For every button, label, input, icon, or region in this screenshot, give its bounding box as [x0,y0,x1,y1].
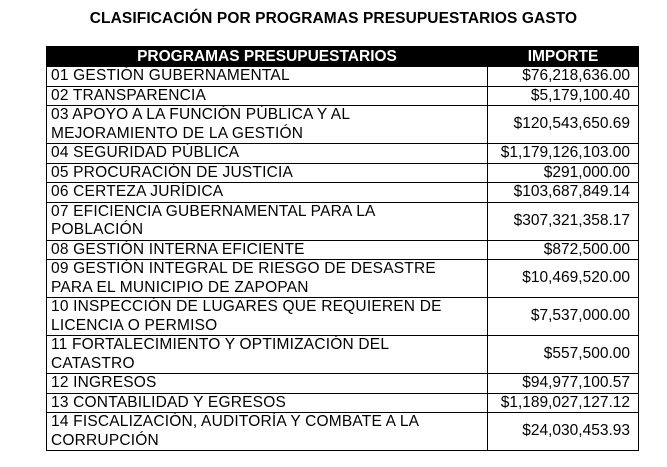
table-row [47,183,639,203]
table-row [47,336,639,374]
program-name-line: 12 INGRESOS [51,374,157,391]
amount-cell: $76,218,636.00 [488,67,639,87]
budget-table [46,46,639,451]
program-name-line: 08 GESTIÓN INTERNA EFICIENTE [51,240,305,258]
amount-cell: $24,030,453.93 [488,413,639,451]
program-name-line: 05 PROCURACIÓN DE JUSTICIA [51,163,294,181]
program-name-line: CORRUPCIÓN [51,431,159,449]
program-name-cell [47,336,488,374]
amount-cell: $1,189,027,127.12 [488,393,639,413]
program-name-line: 02 TRANSPARENCIA [51,86,207,104]
amount-cell: $103,687,849.14 [488,183,639,203]
program-name-line: CATASTRO [51,354,135,372]
amount-cell: $7,537,000.00 [488,298,639,336]
program-name-cell [47,413,488,451]
program-name-cell [47,163,488,183]
table-row [47,240,639,260]
program-name-line: 06 CERTEZA JURÍDICA [51,183,224,200]
table-row [47,67,639,87]
program-name-line: 07 EFICIENCIA GUBERNAMENTAL PARA LA [51,202,376,220]
program-name-line: 13 CONTABILIDAD Y EGRESOS [51,393,286,411]
program-name-cell [47,393,488,413]
program-name-line: 14 FISCALIZACIÓN, AUDITORÍA Y COMBATE A LA [51,413,420,430]
program-name-cell [47,240,488,260]
program-name-line: 04 SEGURIDAD PÚBLICA [51,144,240,161]
document-title: CLASIFICACIÓN POR PROGRAMAS PRESUPUESTARIOS GASTO [89,10,578,27]
amount-cell: $307,321,358.17 [488,202,639,240]
program-name-cell [47,183,488,203]
program-name-cell [47,67,488,87]
amount-cell: $291,000.00 [488,163,639,183]
column-header-amount: IMPORTE [488,47,639,67]
amount-cell: $1,179,126,103.00 [488,144,639,164]
table-row [47,298,639,336]
program-name-cell [47,298,488,336]
program-name-cell [47,106,488,144]
program-name-line: 11 FORTALECIMIENTO Y OPTIMIZACIÓN DEL [51,336,390,353]
table-row [47,413,639,451]
table-row [47,163,639,183]
program-name-line: 01 GESTIÓN GUBERNAMENTAL [51,67,290,84]
table-row [47,202,639,240]
table-row [47,86,639,106]
program-name-cell [47,86,488,106]
column-header-programs: PROGRAMAS PRESUPUESTARIOS [47,47,488,67]
table-header [47,47,639,67]
amount-cell: $120,543,650.69 [488,106,639,144]
program-name-line: PARA EL MUNICIPIO DE ZAPOPAN [51,278,309,296]
program-name-cell [47,260,488,298]
table-row [47,374,639,394]
program-name-line: LICENCIA O PERMISO [51,316,218,334]
table-row [47,106,639,144]
program-name-line: 03 APOYO A LA FUNCIÓN PÚBLICA Y AL [51,106,351,123]
amount-cell: $557,500.00 [488,336,639,374]
table-row [47,393,639,413]
amount-cell: $10,469,520.00 [488,260,639,298]
program-name-line: MEJORAMIENTO DE LA GESTIÓN [51,124,304,142]
program-name-cell [47,374,488,394]
amount-cell: $872,500.00 [488,240,639,260]
program-name-line: 10 INSPECCIÓN DE LUGARES QUE REQUIEREN DE [51,298,442,315]
program-name-cell [47,144,488,164]
amount-cell: $94,977,100.57 [488,374,639,394]
amount-cell: $5,179,100.40 [488,86,639,106]
program-name-line: POBLACIÓN [51,221,144,238]
table-header-row [47,47,639,67]
program-name-line: 09 GESTIÓN INTEGRAL DE RIESGO DE DESASTRE [51,260,436,277]
table-body [47,67,639,451]
table-row [47,144,639,164]
program-name-cell [47,202,488,240]
table-row [47,260,639,298]
